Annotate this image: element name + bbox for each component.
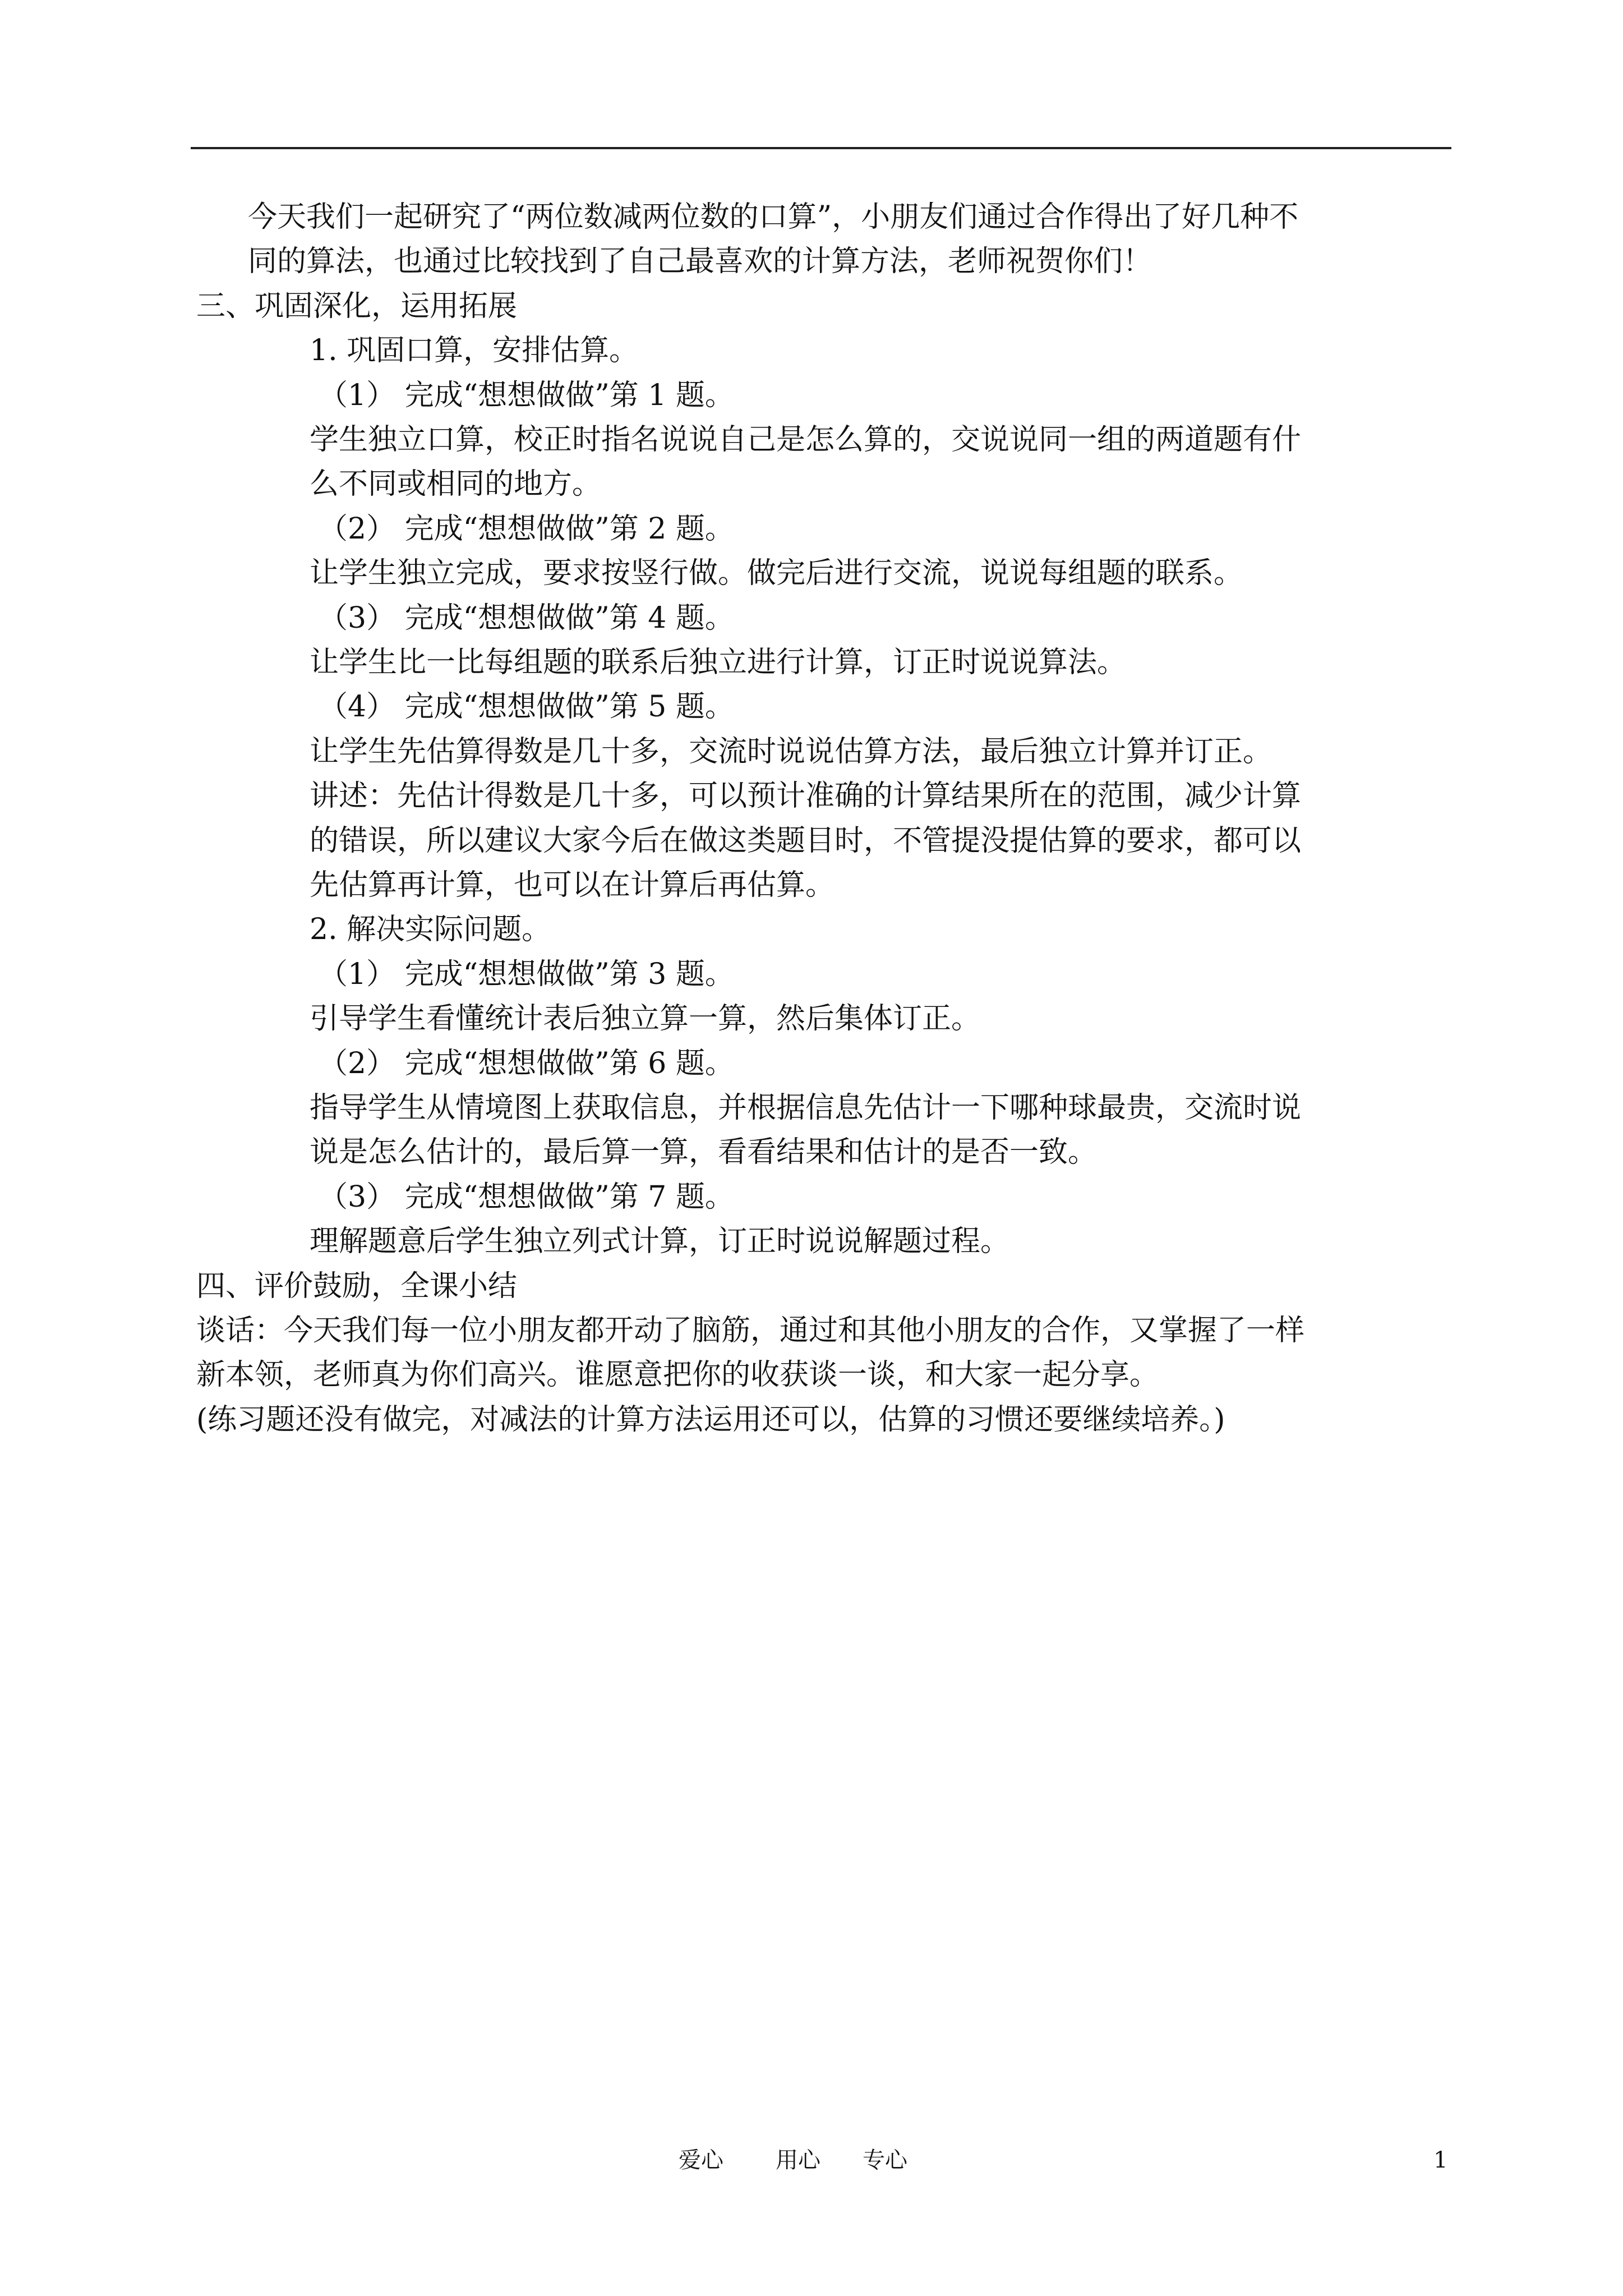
text-line: （1） 完成“想想做做”第 1 题。: [319, 379, 734, 412]
text-line: （1） 完成“想想做做”第 3 题。: [319, 958, 734, 991]
text-line: 三、巩固深化，运用拓展: [196, 289, 518, 323]
text-line: 学生独立口算，校正时指名说说自己是怎么算的，交说说同一组的两道题有什: [310, 423, 1302, 457]
page-number: 1: [1433, 2147, 1448, 2173]
text-line: 理解题意后学生独立列式计算，订正时说说解题过程。: [310, 1225, 1010, 1258]
footer-motto-3: 专心: [863, 2147, 907, 2173]
text-line: 今天我们一起研究了“两位数减两位数的口算”，小朋友们通过合作得出了好几种不: [248, 200, 1299, 234]
text-line: (练习题还没有做完，对减法的计算方法运用还可以，估算的习惯还要继续培养。): [196, 1403, 1225, 1437]
text-line: 2. 解决实际问题。: [310, 913, 551, 946]
footer-motto-1: 爱心: [679, 2147, 723, 2173]
text-line: 的错误，所以建议大家今后在做这类题目时，不管提没提估算的要求，都可以: [310, 824, 1302, 858]
text-line: （3） 完成“想想做做”第 7 题。: [319, 1180, 734, 1214]
text-line: 让学生比一比每组题的联系后独立进行计算，订正时说说算法。: [310, 646, 1127, 679]
footer-motto-2: 用心: [776, 2147, 820, 2173]
text-line: 讲述：先估计得数是几十多，可以预计准确的计算结果所在的范围，减少计算: [310, 779, 1302, 813]
header-rule: [191, 147, 1451, 149]
text-line: 新本领，老师真为你们高兴。谁愿意把你的收获谈一谈，和大家一起分享。: [196, 1358, 1159, 1392]
text-line: 说是怎么估计的，最后算一算，看看结果和估计的是否一致。: [310, 1135, 1098, 1169]
text-line: 先估算再计算，也可以在计算后再估算。: [310, 868, 835, 902]
text-line: 同的算法，也通过比较找到了自己最喜欢的计算方法，老师祝贺你们！: [248, 245, 1152, 278]
text-line: 让学生先估算得数是几十多，交流时说说估算方法，最后独立计算并订正。: [310, 735, 1272, 769]
text-line: 1. 巩固口算，安排估算。: [310, 334, 639, 367]
text-line: 么不同或相同的地方。: [310, 467, 602, 501]
text-line: 指导学生从情境图上获取信息，并根据信息先估计一下哪种球最贵，交流时说: [310, 1091, 1302, 1125]
text-line: 让学生独立完成，要求按竖行做。做完后进行交流，说说每组题的联系。: [310, 556, 1243, 590]
text-line: 引导学生看懂统计表后独立算一算，然后集体订正。: [310, 1002, 981, 1036]
text-line: 谈话：今天我们每一位小朋友都开动了脑筋，通过和其他小朋友的合作，又掌握了一样: [196, 1314, 1305, 1347]
text-line: （4） 完成“想想做做”第 5 题。: [319, 690, 734, 724]
text-line: 四、评价鼓励，全课小结: [196, 1269, 518, 1303]
text-line: （2） 完成“想想做做”第 2 题。: [319, 512, 734, 546]
text-line: （3） 完成“想想做做”第 4 题。: [319, 601, 734, 635]
text-line: （2） 完成“想想做做”第 6 题。: [319, 1047, 734, 1080]
